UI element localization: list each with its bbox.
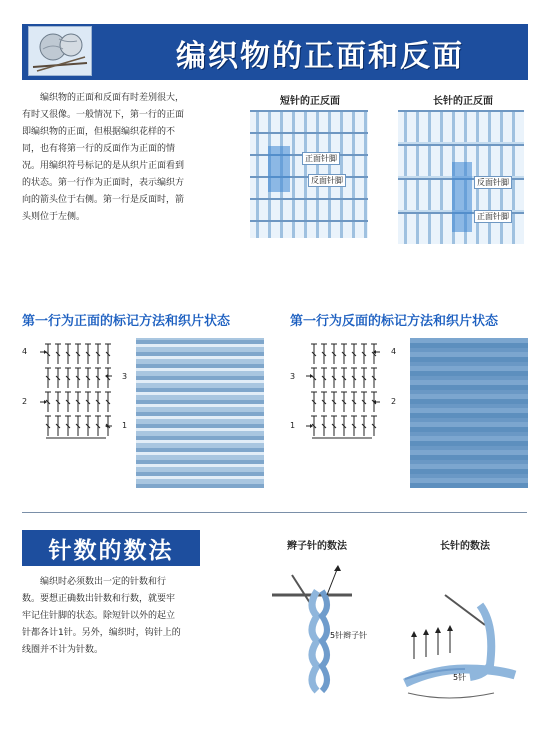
counting-line: 牢记住针脚的状态。除短针以外的起立 — [22, 611, 176, 621]
symbol-chart-back — [292, 338, 402, 450]
intro-line: 即编织物的正面，但根据编织花样的不 — [22, 127, 176, 137]
short-stitch-caption: 短针的正反面 — [280, 96, 340, 107]
counting-line: 编织时必须数出一定的针数和行 — [40, 577, 167, 587]
front-stitch-label: 正面针脚 — [302, 152, 340, 165]
counting-title: 针数的数法 — [48, 538, 174, 564]
short-stitch-swatch — [250, 110, 368, 238]
page-title: 编织物的正面和反面 — [176, 39, 464, 74]
back-stitch-label: 反面针脚 — [308, 174, 346, 187]
counting-paragraph — [22, 574, 212, 659]
long-stitch-caption: 长针的正反面 — [433, 96, 493, 107]
row-number: 2 — [22, 397, 28, 406]
chain-count-label: 5针辫子针 — [330, 631, 368, 640]
row-number: 2 — [391, 397, 397, 406]
intro-line: 向的箭头位于右侧。第一行是反面时，箭 — [22, 195, 185, 205]
double-crochet-count-label: 5针 — [453, 673, 467, 682]
section-divider — [22, 512, 527, 513]
front-stitch-label: 正面针脚 — [474, 210, 512, 223]
section-heading-back: 第一行为反面的标记方法和织片状态 — [290, 314, 499, 329]
swatch-photo-back — [410, 338, 528, 488]
counting-line: 线圈并不计为针数。 — [22, 645, 104, 655]
counting-line: 针都各计1针。另外，编织时，钩针上的 — [22, 628, 181, 638]
row-number: 1 — [290, 421, 296, 430]
long-stitch-swatch — [398, 110, 524, 244]
section-heading-front: 第一行为正面的标记方法和织片状态 — [22, 314, 231, 329]
back-stitch-label: 反面针脚 — [474, 176, 512, 189]
intro-line: 有时又很像。一般情况下，第一行的正面 — [22, 110, 185, 120]
row-number: 3 — [290, 372, 296, 381]
intro-line: 同，也有将第一行的反面作为正面的情 — [22, 144, 176, 154]
intro-line: 编织物的正面和反面有时差别很大， — [40, 93, 185, 103]
row-number: 1 — [122, 421, 128, 430]
swatch-photo-front — [136, 338, 264, 488]
chain-stitch-illustration — [262, 555, 387, 705]
intro-paragraph — [22, 90, 234, 226]
yarn-balls-and-hook-icon — [28, 26, 92, 76]
double-crochet-count-caption: 长针的数法 — [440, 541, 490, 552]
row-number: 4 — [391, 347, 397, 356]
row-number: 4 — [22, 347, 28, 356]
intro-line: 况。用编织符号标记的是从织片正面看到 — [22, 161, 185, 171]
symbol-chart-front — [22, 338, 132, 450]
chain-count-caption: 辫子针的数法 — [287, 541, 347, 552]
intro-line: 的状态。第一行作为正面时，表示编织方 — [22, 178, 185, 188]
counting-line: 数。要想正确数出针数和行数，就要牢 — [22, 594, 176, 604]
intro-line: 头则位于左侧。 — [22, 212, 86, 222]
row-number: 3 — [122, 372, 128, 381]
